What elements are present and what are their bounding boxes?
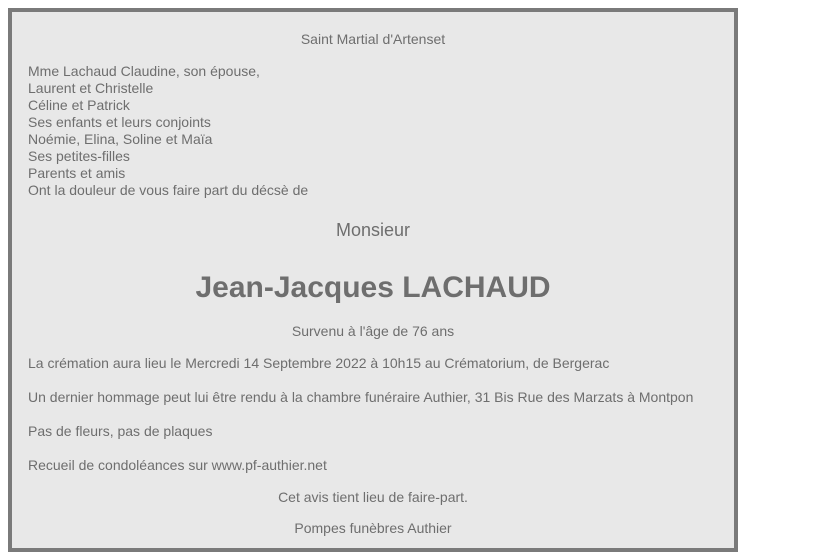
family-line: Céline et Patrick — [28, 97, 130, 113]
family-line: Ses petites-filles — [28, 148, 130, 164]
family-line: Ses enfants et leurs conjoints — [28, 114, 211, 130]
family-list — [28, 63, 308, 199]
funeral-home: Pompes funèbres Authier — [294, 520, 452, 536]
civility: Monsieur — [335, 220, 411, 240]
age-line: Survenu à l'âge de 76 ans — [291, 323, 455, 339]
condolences-line: Recueil de condoléances sur www.pf-authier.net — [28, 457, 327, 473]
flowers-line: Pas de fleurs, pas de plaques — [28, 423, 213, 439]
obituary-notice — [8, 8, 738, 552]
family-line: Parents et amis — [28, 165, 126, 181]
family-line: Ont la douleur de vous faire part du décsè de — [28, 182, 309, 198]
family-line: Laurent et Christelle — [28, 80, 154, 96]
deceased-name: Jean-Jacques LACHAUD — [195, 271, 551, 304]
tribute-line: Un dernier hommage peut lui être rendu à la chambre funéraire Authier, 31 Bis Rue des Marzats à Montpon — [28, 389, 694, 405]
family-line: Mme Lachaud Claudine, son épouse, — [28, 63, 260, 79]
cremation-line: La crémation aura lieu le Mercredi 14 Septembre 2022 à 10h15 au Crématorium, de Bergerac — [28, 355, 610, 371]
location: Saint Martial d'Artenset — [300, 31, 446, 47]
notice-line: Cet avis tient lieu de faire-part. — [278, 489, 468, 505]
family-line: Noémie, Elina, Soline et Maïa — [28, 131, 213, 147]
